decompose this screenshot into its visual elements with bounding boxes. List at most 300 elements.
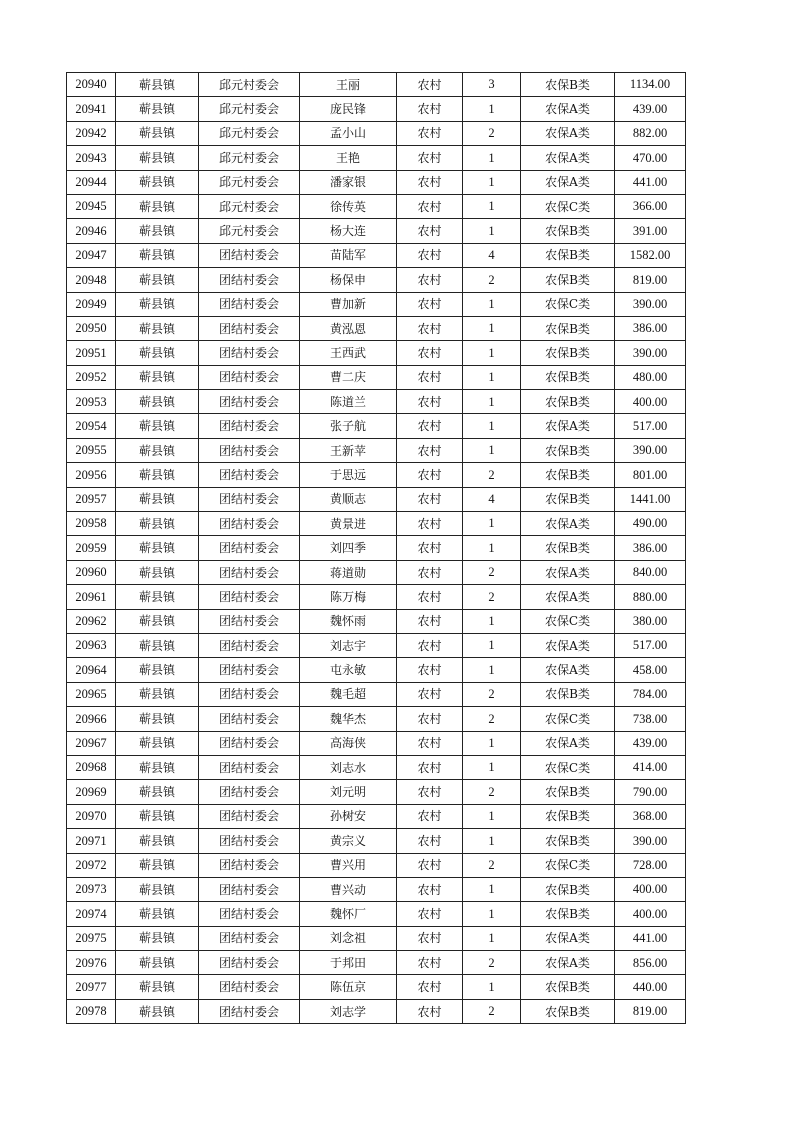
- record-id-cell: 20952: [67, 365, 116, 389]
- household-count-cell: 1: [463, 926, 521, 950]
- household-count-cell: 1: [463, 97, 521, 121]
- amount-cell: 414.00: [615, 755, 686, 779]
- town-cell: 蕲县镇: [116, 780, 199, 804]
- amount-cell: 470.00: [615, 146, 686, 170]
- table-row: [67, 951, 686, 975]
- table-row: [67, 414, 686, 438]
- record-id-cell: 20960: [67, 560, 116, 584]
- village-cell: 团结村委会: [199, 536, 300, 560]
- table-row: [67, 902, 686, 926]
- record-id-cell: 20970: [67, 804, 116, 828]
- town-cell: 蕲县镇: [116, 609, 199, 633]
- record-id-cell: 20956: [67, 463, 116, 487]
- town-cell: 蕲县镇: [116, 658, 199, 682]
- town-cell: 蕲县镇: [116, 194, 199, 218]
- village-cell: 邱元村委会: [199, 97, 300, 121]
- household-count-cell: 3: [463, 73, 521, 97]
- amount-cell: 439.00: [615, 97, 686, 121]
- name-cell: 王西武: [300, 341, 397, 365]
- village-cell: 团结村委会: [199, 268, 300, 292]
- area-type-cell: 农村: [397, 682, 463, 706]
- amount-cell: 790.00: [615, 780, 686, 804]
- name-cell: 潘家银: [300, 170, 397, 194]
- document-page: [66, 72, 686, 1024]
- record-id-cell: 20964: [67, 658, 116, 682]
- benefit-table: [66, 72, 686, 1024]
- name-cell: 刘四季: [300, 536, 397, 560]
- village-cell: 团结村委会: [199, 438, 300, 462]
- town-cell: 蕲县镇: [116, 951, 199, 975]
- table-row: [67, 829, 686, 853]
- category-cell: 农保A类: [521, 414, 615, 438]
- town-cell: 蕲县镇: [116, 999, 199, 1023]
- category-cell: 农保A类: [521, 170, 615, 194]
- town-cell: 蕲县镇: [116, 390, 199, 414]
- village-cell: 邱元村委会: [199, 121, 300, 145]
- area-type-cell: 农村: [397, 170, 463, 194]
- category-cell: 农保A类: [521, 97, 615, 121]
- table-row: [67, 487, 686, 511]
- town-cell: 蕲县镇: [116, 975, 199, 999]
- name-cell: 黄顺志: [300, 487, 397, 511]
- name-cell: 庞民锋: [300, 97, 397, 121]
- record-id-cell: 20953: [67, 390, 116, 414]
- record-id-cell: 20951: [67, 341, 116, 365]
- household-count-cell: 1: [463, 536, 521, 560]
- amount-cell: 441.00: [615, 926, 686, 950]
- table-row: [67, 755, 686, 779]
- village-cell: 团结村委会: [199, 316, 300, 340]
- table-row: [67, 682, 686, 706]
- town-cell: 蕲县镇: [116, 682, 199, 706]
- record-id-cell: 20978: [67, 999, 116, 1023]
- record-id-cell: 20957: [67, 487, 116, 511]
- town-cell: 蕲县镇: [116, 487, 199, 511]
- category-cell: 农保B类: [521, 463, 615, 487]
- area-type-cell: 农村: [397, 487, 463, 511]
- village-cell: 团结村委会: [199, 682, 300, 706]
- name-cell: 曹二庆: [300, 365, 397, 389]
- town-cell: 蕲县镇: [116, 341, 199, 365]
- area-type-cell: 农村: [397, 292, 463, 316]
- category-cell: 农保B类: [521, 829, 615, 853]
- name-cell: 孙树安: [300, 804, 397, 828]
- village-cell: 团结村委会: [199, 560, 300, 584]
- household-count-cell: 2: [463, 707, 521, 731]
- name-cell: 曹兴动: [300, 877, 397, 901]
- record-id-cell: 20954: [67, 414, 116, 438]
- area-type-cell: 农村: [397, 390, 463, 414]
- town-cell: 蕲县镇: [116, 146, 199, 170]
- record-id-cell: 20945: [67, 194, 116, 218]
- household-count-cell: 2: [463, 999, 521, 1023]
- table-row: [67, 341, 686, 365]
- area-type-cell: 农村: [397, 951, 463, 975]
- village-cell: 团结村委会: [199, 658, 300, 682]
- table-row: [67, 853, 686, 877]
- table-row: [67, 877, 686, 901]
- household-count-cell: 1: [463, 512, 521, 536]
- table-row: [67, 438, 686, 462]
- category-cell: 农保C类: [521, 194, 615, 218]
- area-type-cell: 农村: [397, 219, 463, 243]
- town-cell: 蕲县镇: [116, 877, 199, 901]
- name-cell: 高海侠: [300, 731, 397, 755]
- area-type-cell: 农村: [397, 755, 463, 779]
- amount-cell: 801.00: [615, 463, 686, 487]
- table-row: [67, 268, 686, 292]
- town-cell: 蕲县镇: [116, 585, 199, 609]
- table-row: [67, 146, 686, 170]
- table-row: [67, 243, 686, 267]
- amount-cell: 1582.00: [615, 243, 686, 267]
- record-id-cell: 20974: [67, 902, 116, 926]
- category-cell: 农保A类: [521, 146, 615, 170]
- table-row: [67, 585, 686, 609]
- table-row: [67, 170, 686, 194]
- amount-cell: 390.00: [615, 341, 686, 365]
- village-cell: 团结村委会: [199, 853, 300, 877]
- area-type-cell: 农村: [397, 731, 463, 755]
- category-cell: 农保A类: [521, 633, 615, 657]
- table-row: [67, 73, 686, 97]
- name-cell: 黄宗义: [300, 829, 397, 853]
- record-id-cell: 20969: [67, 780, 116, 804]
- amount-cell: 738.00: [615, 707, 686, 731]
- household-count-cell: 2: [463, 585, 521, 609]
- table-row: [67, 97, 686, 121]
- village-cell: 邱元村委会: [199, 219, 300, 243]
- village-cell: 团结村委会: [199, 633, 300, 657]
- area-type-cell: 农村: [397, 316, 463, 340]
- record-id-cell: 20972: [67, 853, 116, 877]
- record-id-cell: 20966: [67, 707, 116, 731]
- record-id-cell: 20977: [67, 975, 116, 999]
- record-id-cell: 20949: [67, 292, 116, 316]
- town-cell: 蕲县镇: [116, 73, 199, 97]
- record-id-cell: 20943: [67, 146, 116, 170]
- name-cell: 黄景进: [300, 512, 397, 536]
- village-cell: 团结村委会: [199, 292, 300, 316]
- category-cell: 农保A类: [521, 560, 615, 584]
- record-id-cell: 20962: [67, 609, 116, 633]
- town-cell: 蕲县镇: [116, 97, 199, 121]
- area-type-cell: 农村: [397, 609, 463, 633]
- village-cell: 团结村委会: [199, 975, 300, 999]
- record-id-cell: 20944: [67, 170, 116, 194]
- record-id-cell: 20975: [67, 926, 116, 950]
- table-row: [67, 292, 686, 316]
- household-count-cell: 2: [463, 780, 521, 804]
- record-id-cell: 20947: [67, 243, 116, 267]
- town-cell: 蕲县镇: [116, 414, 199, 438]
- amount-cell: 819.00: [615, 999, 686, 1023]
- name-cell: 杨大连: [300, 219, 397, 243]
- category-cell: 农保B类: [521, 780, 615, 804]
- area-type-cell: 农村: [397, 829, 463, 853]
- category-cell: 农保B类: [521, 73, 615, 97]
- category-cell: 农保C类: [521, 707, 615, 731]
- town-cell: 蕲县镇: [116, 829, 199, 853]
- village-cell: 邱元村委会: [199, 146, 300, 170]
- town-cell: 蕲县镇: [116, 804, 199, 828]
- amount-cell: 1441.00: [615, 487, 686, 511]
- town-cell: 蕲县镇: [116, 219, 199, 243]
- village-cell: 团结村委会: [199, 512, 300, 536]
- name-cell: 蒋道勋: [300, 560, 397, 584]
- household-count-cell: 4: [463, 487, 521, 511]
- category-cell: 农保C类: [521, 292, 615, 316]
- amount-cell: 400.00: [615, 390, 686, 414]
- area-type-cell: 农村: [397, 512, 463, 536]
- amount-cell: 784.00: [615, 682, 686, 706]
- village-cell: 团结村委会: [199, 487, 300, 511]
- category-cell: 农保B类: [521, 487, 615, 511]
- amount-cell: 490.00: [615, 512, 686, 536]
- town-cell: 蕲县镇: [116, 438, 199, 462]
- area-type-cell: 农村: [397, 658, 463, 682]
- village-cell: 团结村委会: [199, 390, 300, 414]
- area-type-cell: 农村: [397, 73, 463, 97]
- amount-cell: 439.00: [615, 731, 686, 755]
- record-id-cell: 20941: [67, 97, 116, 121]
- amount-cell: 390.00: [615, 438, 686, 462]
- household-count-cell: 2: [463, 853, 521, 877]
- name-cell: 陈道兰: [300, 390, 397, 414]
- town-cell: 蕲县镇: [116, 292, 199, 316]
- village-cell: 团结村委会: [199, 414, 300, 438]
- name-cell: 刘志水: [300, 755, 397, 779]
- town-cell: 蕲县镇: [116, 731, 199, 755]
- name-cell: 王新苹: [300, 438, 397, 462]
- household-count-cell: 1: [463, 438, 521, 462]
- name-cell: 孟小山: [300, 121, 397, 145]
- category-cell: 农保B类: [521, 268, 615, 292]
- amount-cell: 386.00: [615, 536, 686, 560]
- record-id-cell: 20959: [67, 536, 116, 560]
- record-id-cell: 20968: [67, 755, 116, 779]
- table-row: [67, 316, 686, 340]
- name-cell: 曹加新: [300, 292, 397, 316]
- area-type-cell: 农村: [397, 804, 463, 828]
- area-type-cell: 农村: [397, 365, 463, 389]
- area-type-cell: 农村: [397, 560, 463, 584]
- village-cell: 团结村委会: [199, 829, 300, 853]
- name-cell: 于邦田: [300, 951, 397, 975]
- town-cell: 蕲县镇: [116, 536, 199, 560]
- amount-cell: 386.00: [615, 316, 686, 340]
- village-cell: 团结村委会: [199, 731, 300, 755]
- amount-cell: 856.00: [615, 951, 686, 975]
- category-cell: 农保C类: [521, 755, 615, 779]
- category-cell: 农保A类: [521, 926, 615, 950]
- name-cell: 王艳: [300, 146, 397, 170]
- town-cell: 蕲县镇: [116, 365, 199, 389]
- household-count-cell: 1: [463, 341, 521, 365]
- name-cell: 徐传英: [300, 194, 397, 218]
- category-cell: 农保A类: [521, 512, 615, 536]
- village-cell: 团结村委会: [199, 463, 300, 487]
- town-cell: 蕲县镇: [116, 316, 199, 340]
- area-type-cell: 农村: [397, 975, 463, 999]
- area-type-cell: 农村: [397, 999, 463, 1023]
- town-cell: 蕲县镇: [116, 243, 199, 267]
- household-count-cell: 1: [463, 804, 521, 828]
- household-count-cell: 2: [463, 121, 521, 145]
- amount-cell: 1134.00: [615, 73, 686, 97]
- amount-cell: 458.00: [615, 658, 686, 682]
- category-cell: 农保B类: [521, 682, 615, 706]
- area-type-cell: 农村: [397, 414, 463, 438]
- category-cell: 农保B类: [521, 341, 615, 365]
- category-cell: 农保B类: [521, 975, 615, 999]
- category-cell: 农保B类: [521, 438, 615, 462]
- amount-cell: 380.00: [615, 609, 686, 633]
- household-count-cell: 1: [463, 365, 521, 389]
- name-cell: 张子航: [300, 414, 397, 438]
- area-type-cell: 农村: [397, 438, 463, 462]
- area-type-cell: 农村: [397, 121, 463, 145]
- table-row: [67, 731, 686, 755]
- name-cell: 刘元明: [300, 780, 397, 804]
- table-row: [67, 658, 686, 682]
- town-cell: 蕲县镇: [116, 633, 199, 657]
- village-cell: 团结村委会: [199, 707, 300, 731]
- name-cell: 魏怀雨: [300, 609, 397, 633]
- household-count-cell: 1: [463, 414, 521, 438]
- household-count-cell: 1: [463, 829, 521, 853]
- area-type-cell: 农村: [397, 707, 463, 731]
- category-cell: 农保B类: [521, 243, 615, 267]
- table-body: [67, 73, 686, 1024]
- area-type-cell: 农村: [397, 877, 463, 901]
- category-cell: 农保B类: [521, 999, 615, 1023]
- category-cell: 农保C类: [521, 853, 615, 877]
- household-count-cell: 1: [463, 292, 521, 316]
- area-type-cell: 农村: [397, 194, 463, 218]
- household-count-cell: 4: [463, 243, 521, 267]
- household-count-cell: 1: [463, 609, 521, 633]
- category-cell: 农保A类: [521, 951, 615, 975]
- town-cell: 蕲县镇: [116, 926, 199, 950]
- category-cell: 农保A类: [521, 658, 615, 682]
- category-cell: 农保B类: [521, 536, 615, 560]
- village-cell: 团结村委会: [199, 609, 300, 633]
- household-count-cell: 1: [463, 633, 521, 657]
- household-count-cell: 1: [463, 658, 521, 682]
- village-cell: 邱元村委会: [199, 73, 300, 97]
- amount-cell: 391.00: [615, 219, 686, 243]
- household-count-cell: 2: [463, 682, 521, 706]
- amount-cell: 366.00: [615, 194, 686, 218]
- household-count-cell: 1: [463, 170, 521, 194]
- amount-cell: 882.00: [615, 121, 686, 145]
- amount-cell: 840.00: [615, 560, 686, 584]
- amount-cell: 517.00: [615, 633, 686, 657]
- record-id-cell: 20965: [67, 682, 116, 706]
- village-cell: 团结村委会: [199, 926, 300, 950]
- area-type-cell: 农村: [397, 146, 463, 170]
- household-count-cell: 1: [463, 902, 521, 926]
- town-cell: 蕲县镇: [116, 707, 199, 731]
- table-row: [67, 512, 686, 536]
- town-cell: 蕲县镇: [116, 463, 199, 487]
- amount-cell: 368.00: [615, 804, 686, 828]
- name-cell: 陈伍京: [300, 975, 397, 999]
- record-id-cell: 20950: [67, 316, 116, 340]
- name-cell: 陈万梅: [300, 585, 397, 609]
- record-id-cell: 20961: [67, 585, 116, 609]
- record-id-cell: 20958: [67, 512, 116, 536]
- amount-cell: 390.00: [615, 292, 686, 316]
- table-row: [67, 804, 686, 828]
- area-type-cell: 农村: [397, 926, 463, 950]
- household-count-cell: 1: [463, 146, 521, 170]
- village-cell: 团结村委会: [199, 951, 300, 975]
- village-cell: 团结村委会: [199, 755, 300, 779]
- amount-cell: 819.00: [615, 268, 686, 292]
- household-count-cell: 2: [463, 463, 521, 487]
- household-count-cell: 1: [463, 731, 521, 755]
- household-count-cell: 1: [463, 975, 521, 999]
- village-cell: 团结村委会: [199, 804, 300, 828]
- name-cell: 刘志学: [300, 999, 397, 1023]
- town-cell: 蕲县镇: [116, 853, 199, 877]
- town-cell: 蕲县镇: [116, 512, 199, 536]
- name-cell: 魏华杰: [300, 707, 397, 731]
- amount-cell: 400.00: [615, 877, 686, 901]
- town-cell: 蕲县镇: [116, 170, 199, 194]
- town-cell: 蕲县镇: [116, 560, 199, 584]
- category-cell: 农保B类: [521, 877, 615, 901]
- record-id-cell: 20948: [67, 268, 116, 292]
- amount-cell: 517.00: [615, 414, 686, 438]
- name-cell: 王丽: [300, 73, 397, 97]
- table-row: [67, 780, 686, 804]
- table-row: [67, 633, 686, 657]
- household-count-cell: 1: [463, 755, 521, 779]
- table-row: [67, 390, 686, 414]
- village-cell: 团结村委会: [199, 780, 300, 804]
- area-type-cell: 农村: [397, 902, 463, 926]
- amount-cell: 441.00: [615, 170, 686, 194]
- area-type-cell: 农村: [397, 853, 463, 877]
- village-cell: 团结村委会: [199, 902, 300, 926]
- household-count-cell: 1: [463, 877, 521, 901]
- area-type-cell: 农村: [397, 585, 463, 609]
- record-id-cell: 20967: [67, 731, 116, 755]
- village-cell: 团结村委会: [199, 365, 300, 389]
- name-cell: 魏怀厂: [300, 902, 397, 926]
- village-cell: 邱元村委会: [199, 194, 300, 218]
- record-id-cell: 20955: [67, 438, 116, 462]
- table-row: [67, 926, 686, 950]
- table-row: [67, 365, 686, 389]
- category-cell: 农保B类: [521, 219, 615, 243]
- category-cell: 农保B类: [521, 365, 615, 389]
- table-row: [67, 560, 686, 584]
- amount-cell: 880.00: [615, 585, 686, 609]
- name-cell: 刘念祖: [300, 926, 397, 950]
- name-cell: 杨保申: [300, 268, 397, 292]
- table-row: [67, 536, 686, 560]
- household-count-cell: 2: [463, 951, 521, 975]
- name-cell: 曹兴用: [300, 853, 397, 877]
- amount-cell: 440.00: [615, 975, 686, 999]
- amount-cell: 400.00: [615, 902, 686, 926]
- area-type-cell: 农村: [397, 341, 463, 365]
- table-row: [67, 463, 686, 487]
